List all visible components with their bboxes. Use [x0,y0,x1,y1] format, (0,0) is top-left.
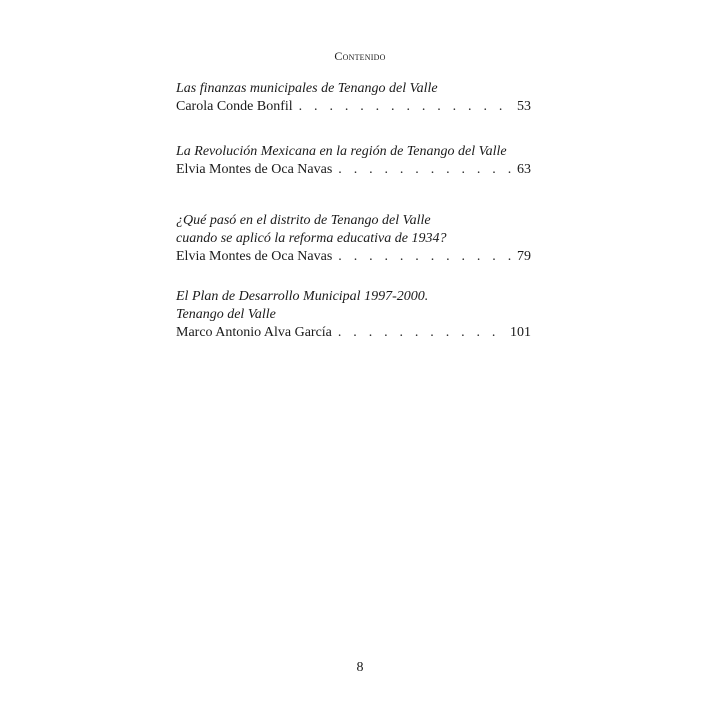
entry-author-line [176,161,531,179]
entry-author: Marco Antonio Alva García [176,325,332,340]
entry-page-number: 101 [510,325,531,340]
entry-title: La Revolución Mexicana en la región de Tenango del Valle [176,144,507,159]
toc-entry [176,143,531,179]
entry-author: Carola Conde Bonfil [176,99,293,114]
entry-author: Elvia Montes de Oca Navas [176,162,333,177]
dot-leader [338,248,511,266]
dot-leader [338,161,511,179]
entry-author-line [176,248,531,266]
entry-page-number: 79 [517,249,531,264]
toc-entry [176,212,531,266]
entry-title: ¿Qué pasó en el distrito de Tenango del Valle [176,213,431,228]
entry-title-continued: cuando se aplicó la reforma educativa de 1934? [176,231,447,246]
page-number: 8 [356,660,364,675]
entry-title: El Plan de Desarrollo Municipal 1997-2000. [176,289,429,304]
entry-page-number: 63 [517,162,531,177]
entry-title: Las finanzas municipales de Tenango del Valle [176,81,438,96]
dot-leader [299,98,511,116]
entry-title-continued: Tenango del Valle [176,307,276,322]
contents-heading: Contenido [334,49,386,63]
dot-leader [338,324,504,342]
entry-author: Elvia Montes de Oca Navas [176,249,333,264]
toc-entry [176,288,531,342]
entry-author-line [176,324,531,342]
entry-page-number: 53 [517,99,531,114]
entry-author-line [176,98,531,116]
toc-entry [176,80,531,116]
